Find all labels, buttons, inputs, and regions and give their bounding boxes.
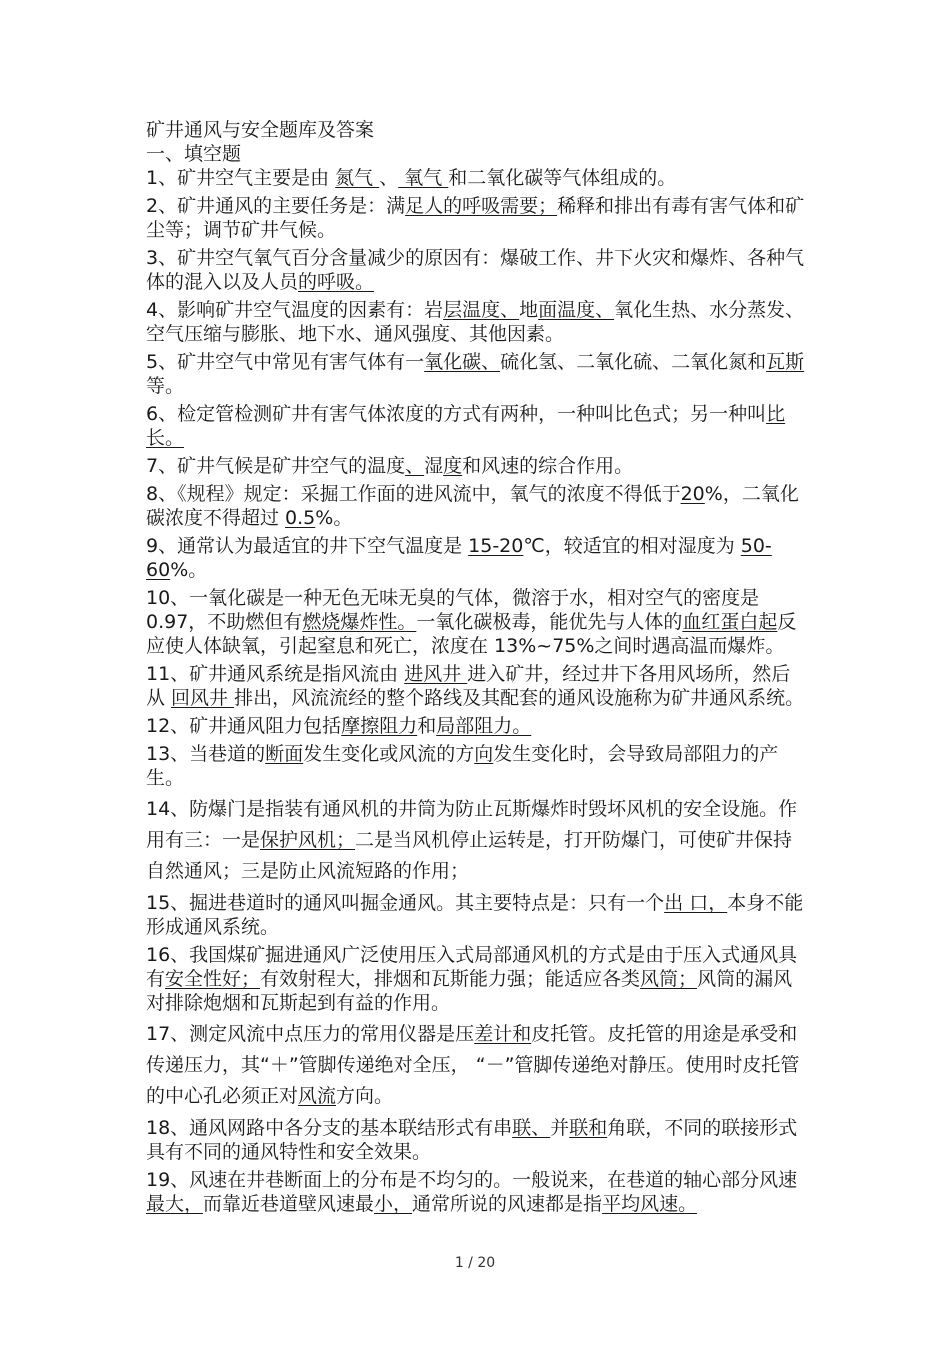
question-text: 进入矿井，经过井下各用风场所，然后从 bbox=[146, 663, 791, 709]
question-item bbox=[146, 298, 806, 346]
answer-blank: 燃烧爆炸性。 bbox=[302, 611, 417, 633]
answer-blank: 摩擦阻力 bbox=[341, 715, 418, 737]
question-text: 15、掘进巷道时的通风叫掘金通风。其主要特点是：只有一个 bbox=[146, 892, 665, 914]
question-text: 通常所说的风速都是指 bbox=[412, 1193, 603, 1215]
question-item bbox=[146, 794, 806, 887]
answer-blank: 回风井 bbox=[171, 687, 235, 709]
question-item bbox=[146, 1019, 806, 1112]
question-item bbox=[146, 350, 806, 398]
question-text: 1、矿井空气主要是由 bbox=[146, 167, 336, 189]
question-text: 5、矿井空气中常见有害气体有一 bbox=[146, 351, 425, 373]
question-item bbox=[146, 742, 806, 790]
question-text: 氧化生热、水分蒸发、空气压缩与膨胀、地下水、通风强度、其他因素。 bbox=[146, 299, 805, 345]
question-item bbox=[146, 246, 806, 294]
question-text: 2、矿井通风的主要任务是：满 bbox=[146, 195, 406, 217]
question-text: 16、我国煤矿掘进通风广泛使用压入式局部通风机的方式是由于压入式通风具有 bbox=[146, 944, 798, 990]
question-item bbox=[146, 586, 806, 658]
answer-blank: 小， bbox=[374, 1193, 413, 1215]
question-text: 反应使人体缺氧，引起窒息和死亡，浓度在 13%~75%之间时遇高温而爆炸。 bbox=[146, 611, 797, 657]
question-text: %。 bbox=[315, 507, 353, 529]
question-text: 11、矿井通风系统是指风流由 bbox=[146, 663, 405, 685]
answer-blank: 氧化碳、 bbox=[424, 351, 501, 373]
page-content bbox=[146, 118, 806, 1216]
answer-blank: 20 bbox=[680, 483, 705, 505]
question-item bbox=[146, 662, 806, 710]
answer-blank: 断面 bbox=[265, 743, 304, 765]
question-text: 7、矿井气候是矿井空气的温度 bbox=[146, 455, 406, 477]
question-text: 4、影响矿井空气温度的因素有：岩 bbox=[146, 299, 444, 321]
question-text: 方向。 bbox=[336, 1085, 394, 1107]
answer-blank: 0.5 bbox=[285, 507, 316, 529]
question-text: 10、一氧化碳是一种无色无味无臭的气体，微溶于水，相对空气的密度是 0.97，不助燃但有 bbox=[146, 587, 760, 633]
question-item bbox=[146, 1116, 806, 1164]
question-item bbox=[146, 166, 806, 190]
question-text: 本身不能形成通风系统。 bbox=[146, 892, 804, 938]
question-text: 有效射程大，排烟和瓦斯能力强；能适应各类 bbox=[260, 968, 641, 990]
question-text: 3、矿井空气氧气百分含量减少的原因有：爆破工作、井下火灾和爆炸、各种气体的混入以及人员 bbox=[146, 247, 805, 293]
question-item bbox=[146, 454, 806, 478]
page-number: 1 / 20 bbox=[454, 1255, 496, 1271]
question-text: %，二氧化碳浓度不得超过 bbox=[146, 483, 799, 529]
question-text: 19、风速在井巷断面上的分布是不均匀的。一般说来，在巷道的轴心部分风速 bbox=[146, 1169, 798, 1191]
answer-blank: 联、 bbox=[512, 1117, 551, 1139]
answer-blank: 、 bbox=[405, 455, 425, 477]
question-text: 而靠近巷道壁风速最 bbox=[203, 1193, 375, 1215]
answer-blank: 面温度、 bbox=[538, 299, 615, 321]
question-text: 和风速的综合作用。 bbox=[462, 455, 634, 477]
answer-blank: 联和 bbox=[569, 1117, 608, 1139]
question-text: ℃，较适宜的相对湿度为 bbox=[523, 535, 741, 557]
question-text: 和 bbox=[417, 715, 437, 737]
question-text: 发生变化或风流的方 bbox=[303, 743, 475, 765]
question-item bbox=[146, 714, 806, 738]
question-text: 17、测定风流中点压力的常用仪器是压 bbox=[146, 1023, 475, 1045]
question-text: 13、当巷道的 bbox=[146, 743, 266, 765]
question-item bbox=[146, 482, 806, 530]
answer-blank: 平均风速。 bbox=[602, 1193, 698, 1215]
answer-blank: 最大， bbox=[146, 1193, 204, 1215]
answer-blank: 向 bbox=[474, 743, 494, 765]
question-text: 硫化氢、二氧化硫、二氧化氮和 bbox=[500, 351, 767, 373]
question-text: 8、《规程》规定：采掘工作面的进风流中，氧气的浓度不得低于 bbox=[146, 483, 681, 505]
question-item bbox=[146, 1168, 806, 1216]
question-text: 发生变化时，会导致局部阻力的产生。 bbox=[146, 743, 779, 789]
question-item bbox=[146, 194, 806, 242]
question-text: 皮托管。皮托管的用途是承受和传递压力，其“＋”管脚传递绝对全压， “－”管脚传递绝对静压。使用时皮托管的中心孔必须正对 bbox=[146, 1023, 800, 1107]
question-text: 和二氧化碳等气体组成的。 bbox=[448, 167, 677, 189]
question-text: 等。 bbox=[146, 375, 185, 397]
answer-blank: 度 bbox=[443, 455, 463, 477]
answer-blank: 的呼吸。 bbox=[298, 271, 375, 293]
question-text: 一氧化碳极毒，能优先与人体的 bbox=[416, 611, 683, 633]
question-text: 12、矿井通风阻力包括 bbox=[146, 715, 342, 737]
answer-blank: 氧气 bbox=[398, 167, 449, 189]
answer-blank: 层温度、 bbox=[443, 299, 520, 321]
question-text: 二是当风机停止运转是，打开防爆门，可使矿井保持自然通风；三是防止风流短路的作用； bbox=[146, 829, 793, 882]
answer-blank: 血红蛋白起 bbox=[682, 611, 778, 633]
answer-blank: 进风井 bbox=[404, 663, 468, 685]
answer-blank: 瓦斯 bbox=[766, 351, 805, 373]
question-item bbox=[146, 402, 806, 450]
question-text: 18、通风网路中各分支的基本联结形式有串 bbox=[146, 1117, 513, 1139]
question-text: 角联，不同的联接形式具有不同的通风特性和安全效果。 bbox=[146, 1117, 798, 1163]
question-list bbox=[146, 166, 806, 1216]
answer-blank: 50-60 bbox=[146, 535, 772, 581]
answer-blank: 安全性好； bbox=[165, 968, 261, 990]
question-item bbox=[146, 891, 806, 939]
answer-blank: 比长。 bbox=[146, 403, 786, 449]
question-text: 9、通常认为最适宜的井下空气温度是 bbox=[146, 535, 469, 557]
answer-blank: 足人的呼吸需要； bbox=[405, 195, 558, 217]
question-text: 、 bbox=[379, 167, 399, 189]
question-text: 地 bbox=[519, 299, 539, 321]
answer-blank: 局部阻力。 bbox=[436, 715, 532, 737]
answer-blank: 风流 bbox=[298, 1085, 337, 1107]
document-title: 矿井通风与安全题库及答案 bbox=[146, 119, 375, 141]
question-text: %。 bbox=[170, 559, 208, 581]
answer-blank: 差计和 bbox=[474, 1023, 532, 1045]
question-text: 排出，风流流经的整个路线及其配套的通风设施称为矿井通风系统。 bbox=[234, 687, 805, 709]
answer-blank: 保护风机； bbox=[260, 829, 356, 851]
question-text: 14、防爆门是指装有通风机的井筒为防止瓦斯爆炸时毁坏风机的安全设施。作用有三：一是 bbox=[146, 798, 798, 851]
question-text: 并 bbox=[550, 1117, 570, 1139]
answer-blank: 风筒； bbox=[640, 968, 698, 990]
question-text: 湿 bbox=[424, 455, 444, 477]
question-text: 稀释和排出有毒有害气体和矿尘等；调节矿井气候。 bbox=[146, 195, 805, 241]
question-text: 6、检定管检测矿井有害气体浓度的方式有两种，一种叫比色式；另一种叫 bbox=[146, 403, 767, 425]
question-text: 风筒的漏风对排除炮烟和瓦斯起到有益的作用。 bbox=[146, 968, 793, 1014]
question-item bbox=[146, 534, 806, 582]
section-heading: 一、填空题 bbox=[146, 143, 242, 165]
answer-blank: 出 口， bbox=[664, 892, 728, 914]
answer-blank: 15-20 bbox=[468, 535, 524, 557]
answer-blank: 氮气 bbox=[335, 167, 380, 189]
question-item bbox=[146, 943, 806, 1015]
